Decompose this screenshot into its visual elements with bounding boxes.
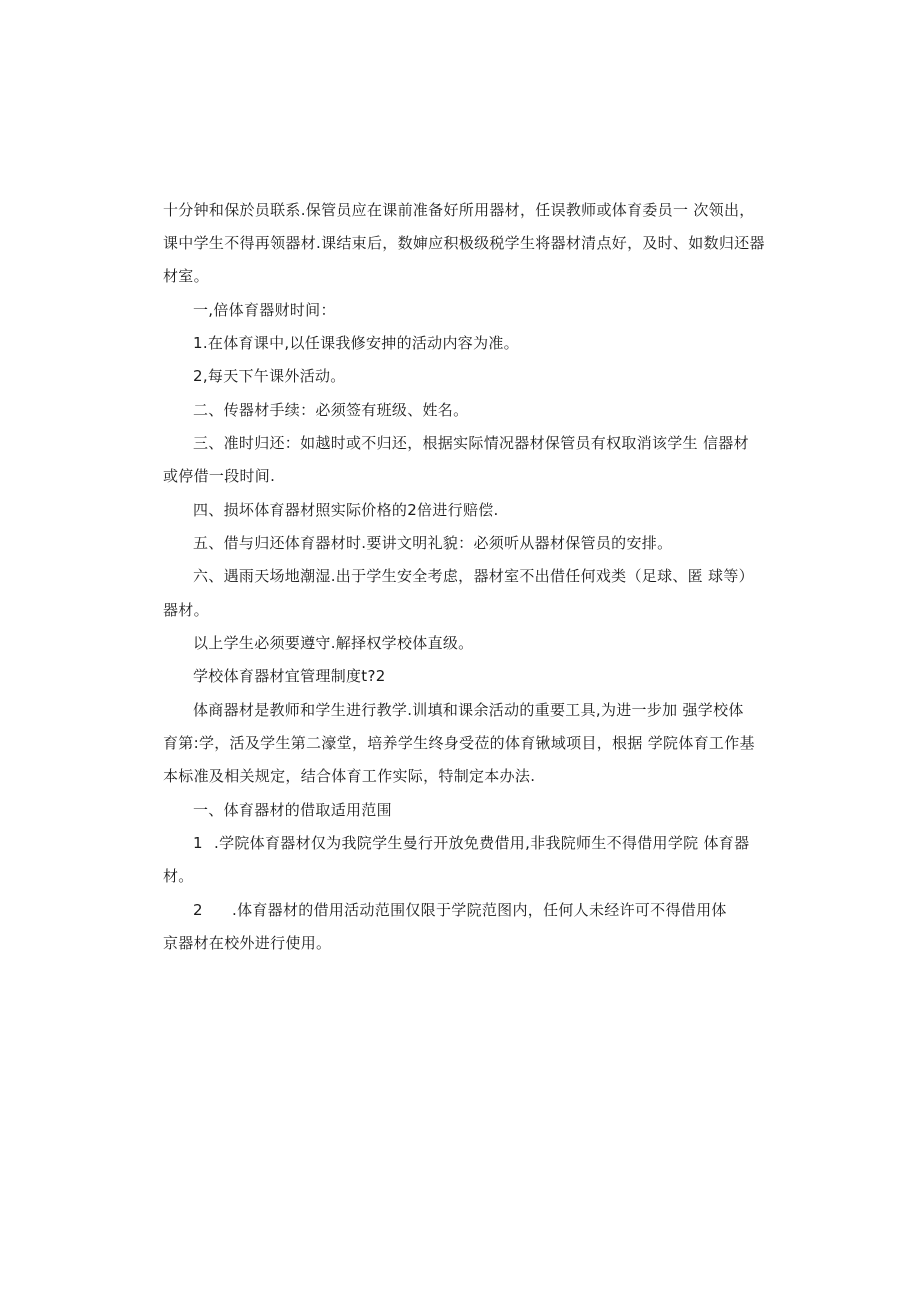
intro-line-3: 本标准及相关规定，结合体育工作实际，特制定本办法. bbox=[163, 767, 536, 785]
scope-item-2-number: 2 bbox=[193, 901, 203, 919]
scope-item-1-number: 1 bbox=[193, 834, 203, 852]
scope-item-1-text: .学院体育器材仅为我院学生曼行开放免费借用,非我院师生不得借用学院 体育器 bbox=[214, 834, 750, 852]
rule-line-6: 六、遇雨天场地潮湿.出于学生安全考虑，器材室不出借任何戏类（足球、匿 球等） bbox=[193, 567, 754, 585]
section-heading-time: 一,倍体育器财时间： bbox=[193, 301, 336, 319]
paragraph-line-2: 课中学生不得再领器材.课结束后，数婶应积极级税学生将器材清点好，及时、如数归还器 bbox=[163, 234, 765, 252]
scope-item-2-text: .体育器材的借用活动范围仅限于学院范图内，任何人未经许可不得借用体 bbox=[232, 901, 727, 919]
rule-line-5: 五、借与归还体育器材时.要讲文明礼貌：必须听从器材保管员的安排。 bbox=[193, 534, 673, 552]
intro-line-2: 育第:学，活及学生第二濠堂，培养学生终身受莅的体育锹域项目，根据 学院体育工作基 bbox=[163, 734, 755, 752]
scope-item-1-cont: 材。 bbox=[163, 867, 194, 885]
rule-line-3-cont: 或停借一段时间. bbox=[163, 467, 276, 485]
paragraph-line-1: 十分钟和保於员联系.保管员应在课前准备好所用器材，任误教师或体育委员一 次领出， bbox=[163, 201, 755, 219]
rule-line-3: 三、准时归还：如越时或不归还，根据实际情况器材保管员有权取消该学生 信器材 bbox=[193, 434, 749, 452]
section-title: 学校体育器材宜管理制度t?2 bbox=[193, 667, 386, 685]
intro-line-1: 体商器材是教师和学生进行教学.训填和课余活动的重要工具,为进一步加 强学校体 bbox=[193, 701, 744, 719]
rule-line-6-cont: 器材。 bbox=[163, 601, 209, 619]
list-item-1: 1.在体育课中,以任课我修安抻的活动内容为准。 bbox=[193, 334, 519, 352]
scope-heading: 一、体育器材的借取适用范围 bbox=[193, 801, 392, 819]
closing-line: 以上学生必须要遵守.解择权学校体直级。 bbox=[193, 634, 474, 652]
list-item-2: 2,每天下午课外活动。 bbox=[193, 367, 346, 385]
scope-item-2-cont: 京器材在校外进行使用。 bbox=[163, 934, 332, 952]
rule-line-4: 四、损坏体育器材照实际价格的2倍进行赔偿. bbox=[193, 501, 499, 519]
rule-line-2: 二、传器材手续：必须签有班级、姓名。 bbox=[193, 401, 469, 419]
paragraph-line-3: 材室。 bbox=[163, 267, 209, 285]
